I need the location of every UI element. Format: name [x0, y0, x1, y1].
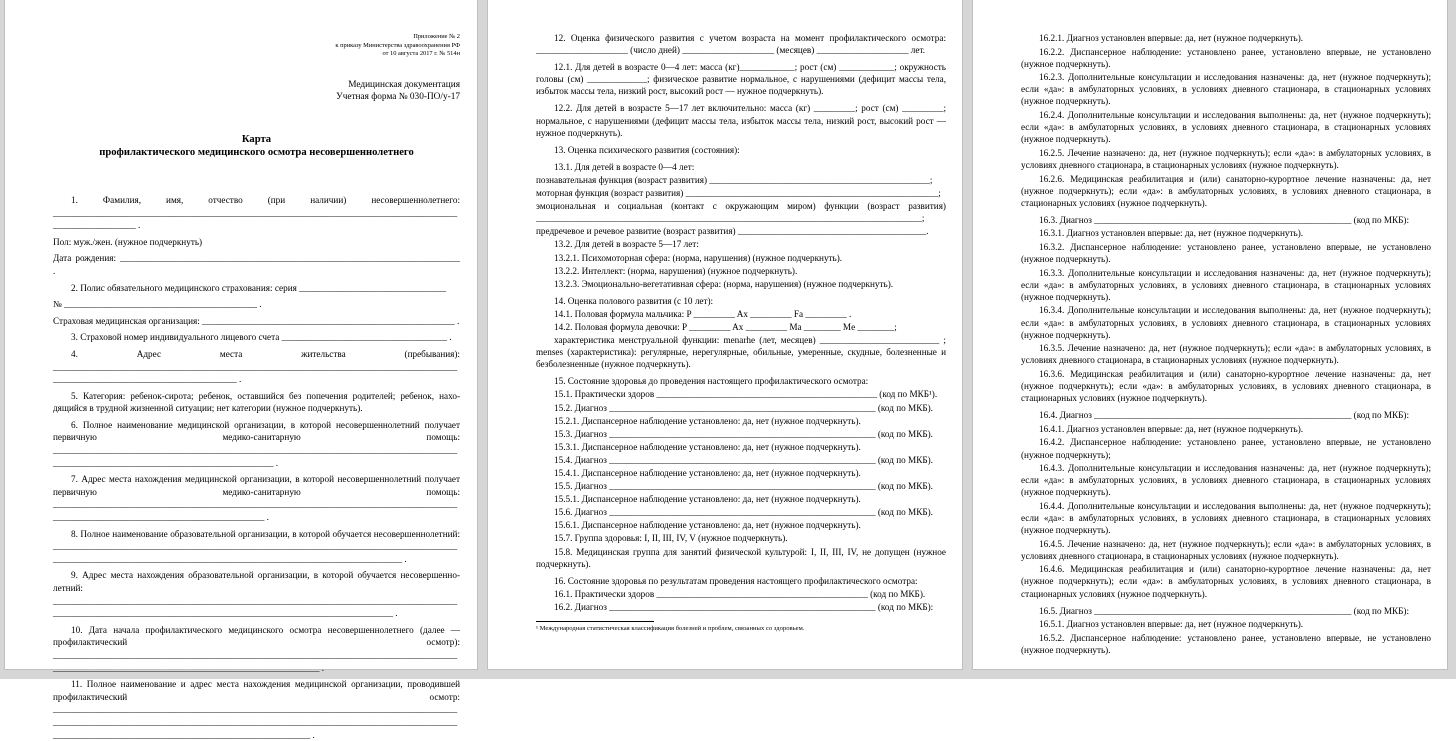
paragraph: 16.2.2. Диспансерное наблюдение: установлено ранее, установлено впервые, не установлено (нужное подчеркнуть). — [1021, 46, 1431, 69]
footnote — [536, 621, 946, 634]
paragraph: 15.2.1. Диспансерное наблюдение установлено: да, нет (нужное подчеркнуть). — [554, 415, 861, 426]
paragraph: 16. Состояние здоровья по результатам проведения настоящего профилактического осмотра: — [554, 575, 918, 586]
paragraph: 16.1. Практически здоров ______________________________________________ (код по МКБ). — [554, 588, 926, 599]
paragraph: 16.5. Диагноз ________________________________________________________ (код по МКБ): — [1039, 605, 1410, 616]
order-reference-line: к приказу Министерства здравоохранения РФ — [335, 41, 460, 49]
document-title — [53, 134, 460, 160]
page-body — [536, 32, 946, 613]
paragraph: 11. Полное наименование и адрес места нахождения медицинской организации, проводившей профилактический осмотр: ________________________________________________________________________________________________________________________________________________________________________________________________________________________________________ . — [53, 679, 460, 740]
paragraph: 15.8. Медицинская группа для занятий физической культурой: I, II, III, IV, не допущен (нужное подчеркнуть). — [536, 546, 946, 569]
paragraph: 15.5.1. Диспансерное наблюдение установлено: да, нет (нужное подчеркнуть). — [554, 494, 861, 505]
paragraph: Страховая медицинская организация: _______________________________________________________ . — [53, 315, 460, 326]
paragraph: 16.2.4. Дополнительные консультации и исследования выполнены: да, нет (нужное подчеркнуть); если «да»: в амбулаторных условиях, в условиях дневного стационара, в стационарных условиях (нужное подчеркнуть). — [1021, 110, 1431, 145]
paragraph: 16.4.2. Диспансерное наблюдение: установлено ранее, установлено впервые, не установлено (нужное подчеркнуть); — [1021, 437, 1431, 460]
paragraph: 16.5.1. Диагноз установлен впервые: да, нет (нужное подчеркнуть). — [1039, 619, 1304, 630]
page-body — [53, 194, 460, 741]
paragraph: 16.2.5. Лечение назначено: да, нет (нужное подчеркнуть); если «да»: в амбулаторных условиях, в условиях дневного стационара, в стационарных условиях (нужное подчеркнуть). — [1021, 147, 1431, 170]
paragraph: 16.2.3. Дополнительные консультации и исследования назначены: да, нет (нужное подчеркнуть); если «да»: в амбулаторных условиях, в условиях дневного стационара, в стационарных условиях (нужное подчеркнуть). — [1021, 72, 1431, 107]
paragraph: 15.1. Практически здоров ________________________________________________ (код по МКБ¹). — [554, 389, 938, 400]
paragraph: 14. Оценка полового развития (с 10 лет): — [554, 295, 714, 306]
document-page-1 — [4, 0, 478, 740]
paragraph: 13. Оценка психического развития (состояния): — [554, 144, 740, 155]
document-title-line: Карта — [241, 134, 272, 146]
paragraph: 15.5. Диагноз __________________________________________________________ (код по МКБ). — [554, 481, 933, 492]
paragraph: познавательная функция (возраст развития) ________________________________________________; — [536, 174, 933, 185]
paragraph: 12.2. Для детей в возрасте 5—17 лет включительно: масса (кг) _________; рост (см) _________; нормальное, с нарушениями (дефицит массы тела, избыток массы тела, низкий рост, высокий рост — нужное подчеркнуть). — [536, 103, 946, 138]
paragraph: 16.4.3. Дополнительные консультации и исследования назначены: да, нет (нужное подчеркнуть); если «да»: в амбулаторных условиях, в условиях дневного стационара, в стационарных условиях (нужное подчеркнуть). — [1021, 463, 1431, 498]
paragraph: 15.6. Диагноз __________________________________________________________ (код по МКБ). — [554, 507, 933, 518]
paragraph: 13.2.3. Эмоционально-вегетативная сфера: (норма, нарушения) (нужное подчеркнуть). — [554, 278, 894, 289]
footnote-text: ¹ Международная статистическая классификация болезней и проблем, связанных со здоровьем. — [536, 625, 805, 633]
paragraph: 13.2.1. Психомоторная сфера: (норма, нарушения) (нужное подчеркнуть). — [554, 252, 843, 263]
paragraph: 10. Дата начала профилактического медицинского осмотра несовершеннолетнего (далее — профилактический осмотр): __________________________________________________________________________________________________________________________________________________ . — [53, 624, 460, 673]
form-designation — [53, 80, 460, 104]
document-page-2 — [487, 0, 963, 670]
paragraph: 16.2. Диагноз __________________________________________________________ (код по МКБ): — [554, 601, 934, 612]
paragraph: 16.3.5. Лечение назначено: да, нет (нужное подчеркнуть); если «да»: в амбулаторных условиях, в условиях дневного стационара, в стационарных условиях (нужное подчеркнуть). — [1021, 343, 1431, 366]
order-reference-line: от 10 августа 2017 г. № 514н — [382, 50, 460, 58]
form-designation-line: Учетная форма № 030-ПО/у-17 — [336, 91, 460, 102]
form-designation-line: Медицинская документация — [348, 79, 460, 90]
page-body — [1021, 32, 1431, 656]
paragraph: 15.3. Диагноз __________________________________________________________ (код по МКБ). — [554, 428, 933, 439]
paragraph: 9. Адрес места нахождения образовательной организации, в которой обучается несовершеннолетний: __________________________________________________________________________________________________________________________________________________________________ . — [53, 570, 460, 619]
paragraph: 12.1. Для детей в возрасте 0—4 лет: масса (кг)____________; рост (см) ____________; окружность головы (см) _____________; физическое развитие нормальное, с нарушениями (дефицит массы тела, избыток массы тела, низкий рост, высокий рост — нужное подчеркнуть). — [536, 62, 946, 97]
order-reference — [53, 33, 460, 59]
paragraph: 12. Оценка физического развития с учетом возраста на момент профилактического осмотра: ____________________ (число дней) ____________________ (месяцев) ____________________ лет. — [536, 33, 946, 56]
paragraph: 15.6.1. Диспансерное наблюдение установлено: да, нет (нужное подчеркнуть). — [554, 520, 861, 531]
paragraph: 16.3. Диагноз ________________________________________________________ (код по МКБ): — [1039, 214, 1410, 225]
paragraph: 15. Состояние здоровья до проведения настоящего профилактического осмотра: — [554, 376, 869, 387]
paragraph: 5. Категория: ребенок-сирота; ребенок, оставшийся без попечения родителей; ребенок, находящийся в трудной жизненной ситуации; нет категории (нужное подчеркнуть). — [53, 390, 460, 414]
paragraph: 16.3.3. Дополнительные консультации и исследования назначены: да, нет (нужное подчеркнуть); если «да»: в амбулаторных условиях, в условиях дневного стационара, в стационарных условиях (нужное подчеркнуть). — [1021, 267, 1431, 302]
document-title-line: профилактического медицинского осмотра несовершеннолетнего — [99, 147, 414, 159]
order-reference-line: Приложение № 2 — [413, 33, 460, 40]
paragraph: 16.5.2. Диспансерное наблюдение: установлено ранее, установлено впервые, не установлено (нужное подчеркнуть). — [1021, 632, 1431, 655]
paragraph: 16.3.6. Медицинская реабилитация и (или) санаторно-курортное лечение назначены: да, нет (нужное подчеркнуть); если «да»: в амбулаторных условиях, в условиях дневного стационара, в стационарных условиях (нужное подчеркнуть). — [1021, 368, 1431, 404]
paragraph: 13.2. Для детей в возрасте 5—17 лет: — [554, 239, 699, 250]
paragraph: моторная функция (возраст развития) _______________________________________________________; — [536, 188, 941, 199]
paragraph: 16.4.1. Диагноз установлен впервые: да, нет (нужное подчеркнуть). — [1039, 423, 1304, 434]
paragraph: 7. Адрес места нахождения медицинской организации, в которой несовершеннолетний получает первичную медико-санитарную помощь: ______________________________________________________________________________________________________________________________________ . — [53, 474, 460, 523]
paragraph: 14.1. Половая формула мальчика: P _________ Ax _________ Fa _________ . — [554, 308, 852, 319]
paragraph: 14.2. Половая формула девочки: P _________ Ax _________ Ma ________ Me ________; — [554, 321, 897, 332]
paragraph: 16.4.5. Лечение назначено: да, нет (нужное подчеркнуть); если «да»: в амбулаторных условиях, в условиях дневного стационара, в стационарных условиях (нужное подчеркнуть). — [1021, 538, 1431, 561]
paragraph: № __________________________________________ . — [53, 299, 262, 310]
paragraph: 16.2.6. Медицинская реабилитация и (или) санаторно-курортное лечение назначены: да, нет (нужное подчеркнуть); если «да»: в амбулаторных условиях, в условиях дневного стационара, в стационарных условиях (нужное подчеркнуть). — [1021, 173, 1431, 208]
paragraph: 16.3.2. Диспансерное наблюдение: установлено ранее, установлено впервые, не установлено (нужное подчеркнуть). — [1021, 242, 1431, 265]
paragraph: Дата рождения: __________________________________________________________________________ . — [53, 253, 460, 276]
paragraph: предречевое и речевое развитие (возраст развития) _________________________________________. — [536, 226, 929, 237]
paragraph: 16.3.1. Диагноз установлен впервые: да, нет (нужное подчеркнуть). — [1039, 228, 1304, 239]
paragraph: характеристика менструальной функции: menarhe (лет, месяцев) __________________________ ; menses (характеристика): регулярные, нерегулярные, обильные, умеренные, скудные, болезненные и безболезненные (нужное подчеркнуть). — [536, 335, 946, 370]
paragraph: Пол: муж./жен. (нужное подчеркнуть) — [53, 236, 203, 247]
footnote-divider — [536, 621, 654, 622]
paragraph: 15.2. Диагноз __________________________________________________________ (код по МКБ). — [554, 402, 933, 413]
paragraph: 2. Полис обязательного медицинского страхования: серия ________________________________ — [71, 282, 447, 293]
paragraph: 8. Полное наименование образовательной организации, в которой обучается несовершеннолетний: ____________________________________________________________________________________________________________________________________________________________________ . — [53, 528, 460, 564]
paragraph: 13.2.2. Интеллект: (норма, нарушения) (нужное подчеркнуть). — [554, 265, 798, 276]
paragraph: 15.7. Группа здоровья: I, II, III, IV, V (нужное подчеркнуть). — [554, 533, 788, 544]
paragraph: 6. Полное наименование медицинской организации, в которой несовершеннолетний получает первичную медико-санитарную помощь: ________________________________________________________________________________________________________________________________________ . — [53, 419, 460, 468]
paragraph: 16.2.1. Диагноз установлен впервые: да, нет (нужное подчеркнуть). — [1039, 33, 1304, 43]
paragraph: 15.4.1. Диспансерное наблюдение установлено: да, нет (нужное подчеркнуть). — [554, 468, 861, 478]
paragraph: 1. Фамилия, имя, отчество (при наличии) несовершеннолетнего: __________________________________________________________________________________________________________ . — [53, 194, 460, 231]
paragraph: 13.1. Для детей в возрасте 0—4 лет: — [554, 161, 695, 172]
paragraph: 15.4. Диагноз __________________________________________________________ (код по МКБ). — [554, 454, 933, 465]
paragraph: 16.4.4. Дополнительные консультации и исследования выполнены: да, нет (нужное подчеркнуть); если «да»: в амбулаторных условиях, в условиях дневного стационара, в стационарных условиях (нужное подчеркнуть). — [1021, 500, 1431, 536]
paragraph: 15.3.1. Диспансерное наблюдение установлено: да, нет (нужное подчеркнуть). — [554, 441, 861, 452]
paragraph: эмоциональная и социальная (контакт с окружающим миром) функции (возраст развития) ____________________________________________________________________________________; — [536, 201, 946, 224]
paragraph: 16.3.4. Дополнительные консультации и исследования выполнены: да, нет (нужное подчеркнуть); если «да»: в амбулаторных условиях, в условиях дневного стационара, в стационарных условиях (нужное подчеркнуть). — [1021, 305, 1431, 340]
paragraph: 4. Адрес места жительства (пребывания): ________________________________________________________________________________________________________________________________ . — [53, 348, 460, 385]
paragraph: 16.4. Диагноз ________________________________________________________ (код по МКБ): — [1039, 410, 1410, 421]
document-page-3 — [972, 0, 1448, 670]
paragraph: 16.4.6. Медицинская реабилитация и (или) санаторно-курортное лечение назначены: да, нет (нужное подчеркнуть); если «да»: в амбулаторных условиях, в условиях дневного стационара, в стационарных условиях (нужное подчеркнуть). — [1021, 564, 1431, 599]
paragraph: 3. Страховой номер индивидуального лицевого счета ____________________________________ . — [71, 332, 452, 343]
